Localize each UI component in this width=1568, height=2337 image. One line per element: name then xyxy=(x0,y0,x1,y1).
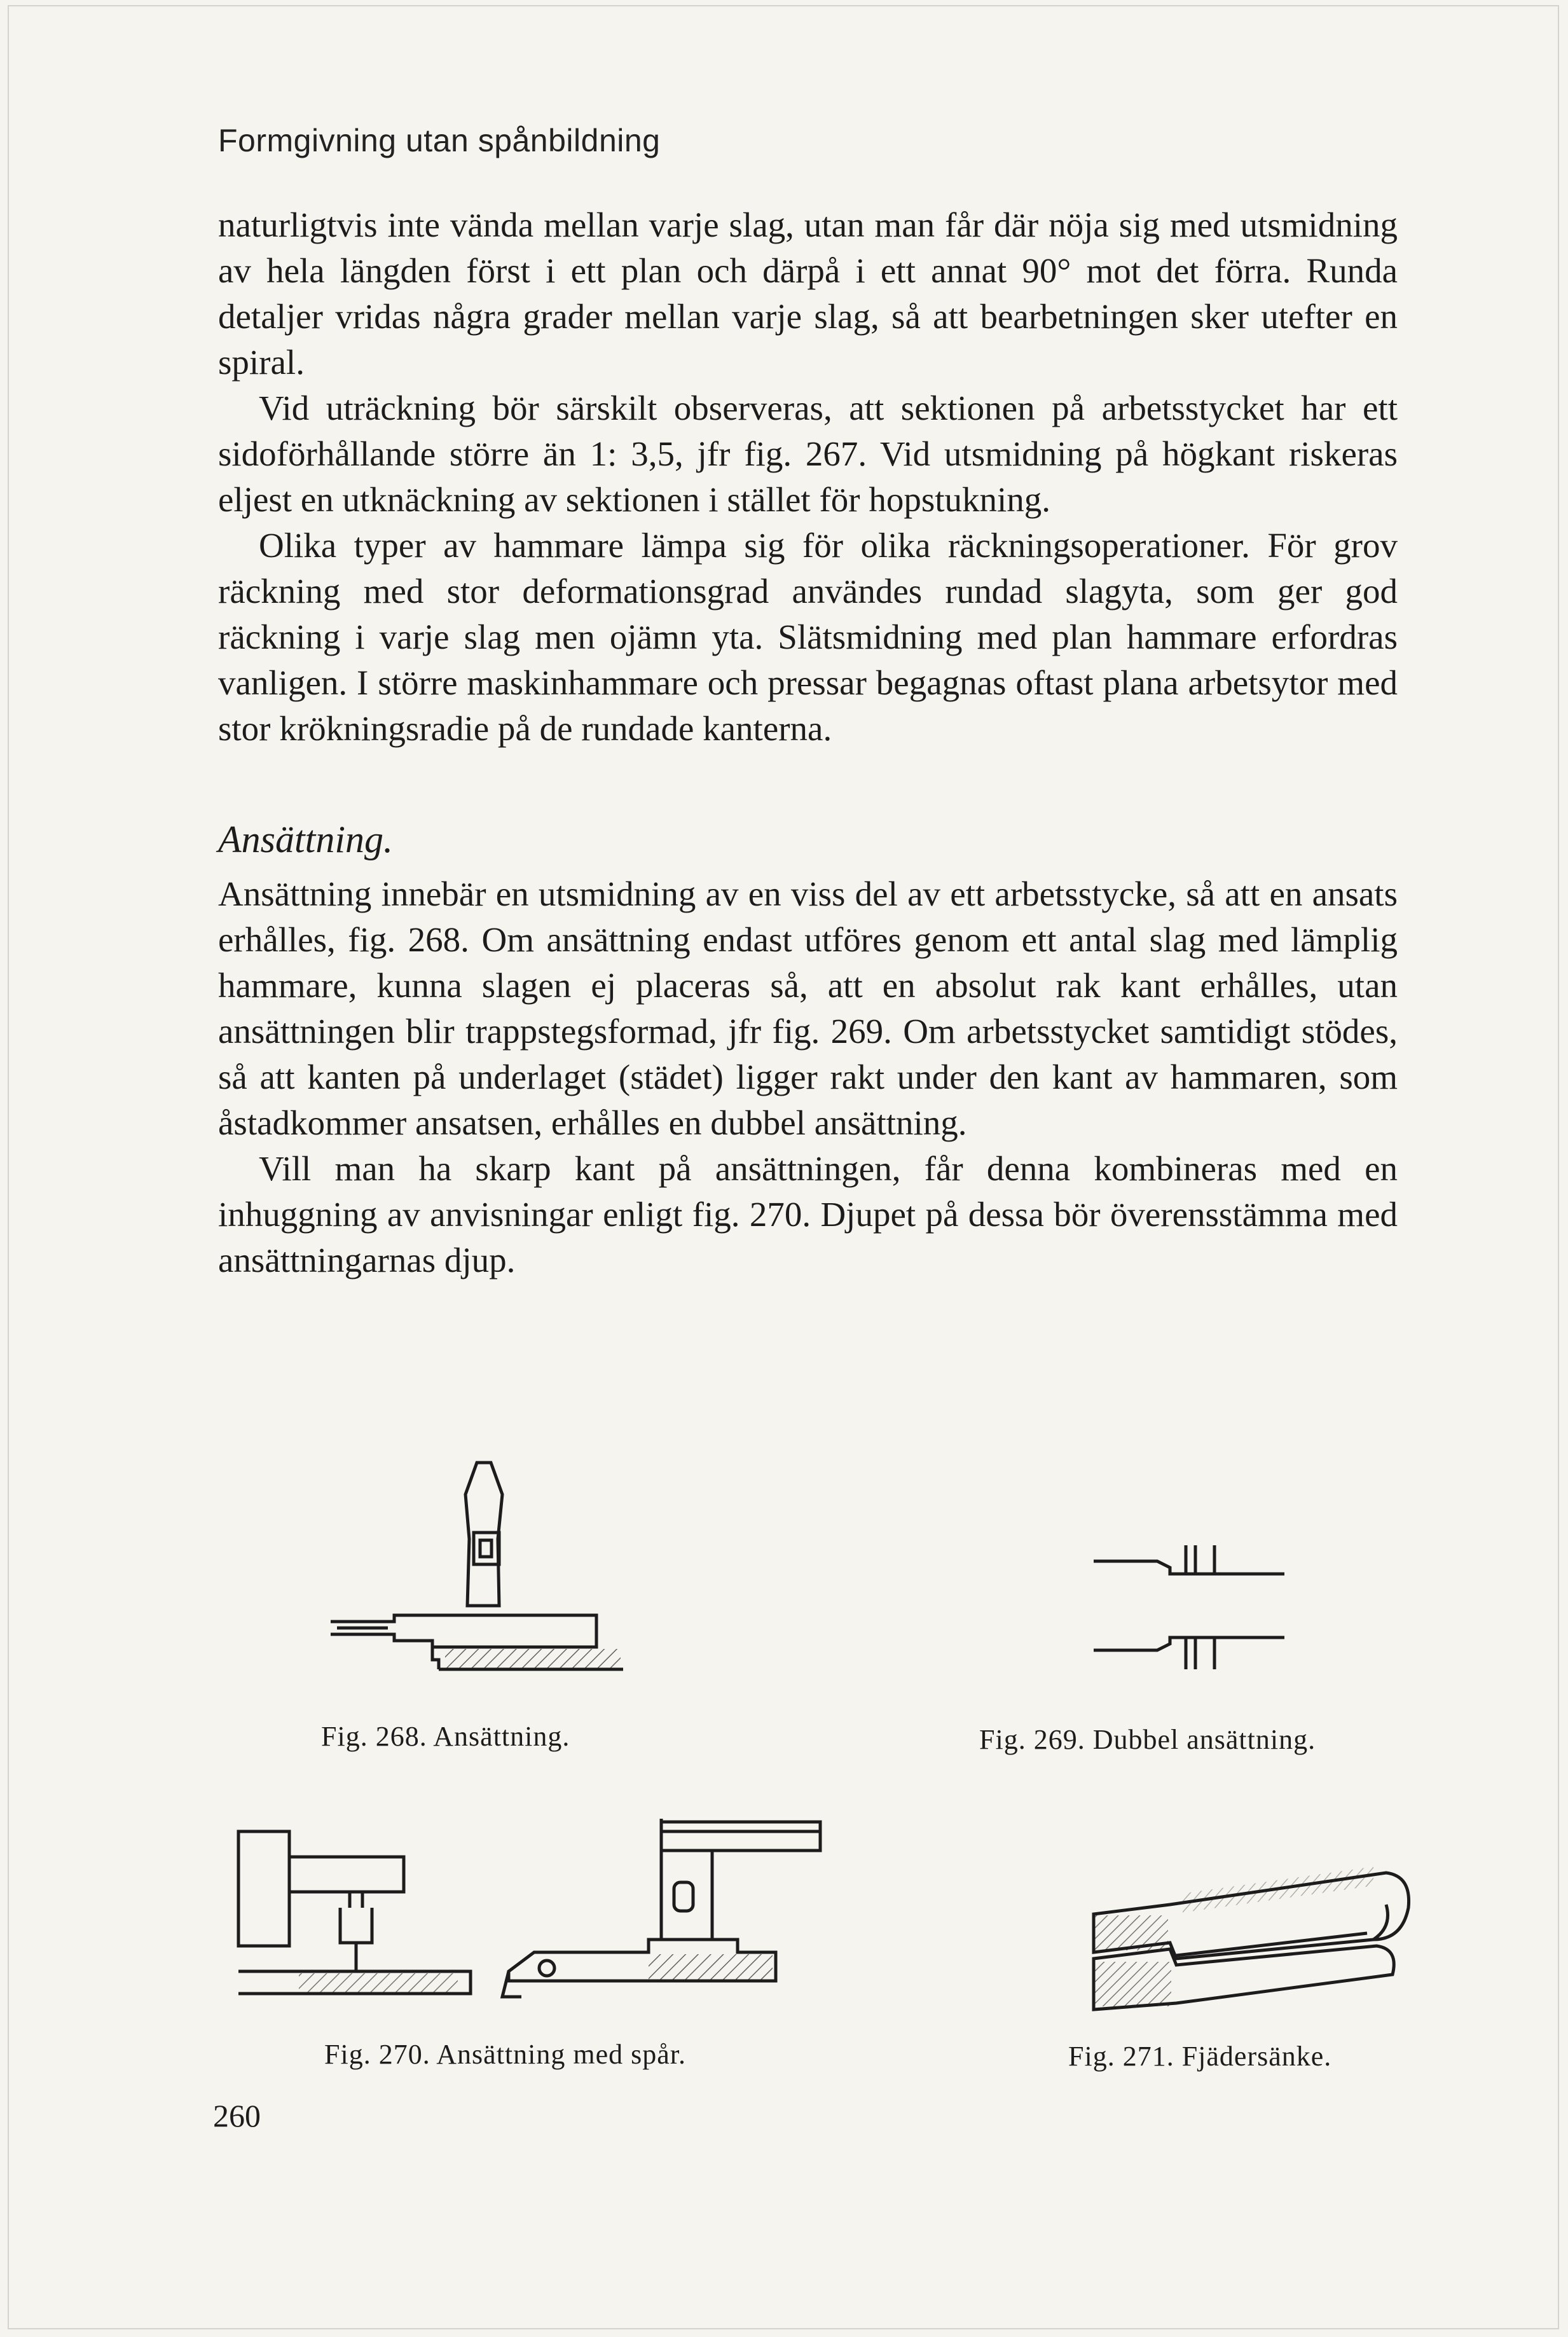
figure-271-drawing xyxy=(1081,1844,1412,2022)
figure-268-caption: Fig. 268. Ansättning. xyxy=(321,1721,570,1752)
body-text xyxy=(218,202,1398,1283)
figure-271-caption: Fig. 271. Fjädersänke. xyxy=(1068,2041,1332,2072)
figure-270-drawing xyxy=(229,1806,865,2035)
figure-268-drawing xyxy=(318,1456,649,1685)
paragraph: naturligtvis inte vända mellan varje slag, utan man får där nöja sig med utsmidning av hela längden först i ett plan och därpå i ett annat 90° mot det förra. Runda detaljer vridas några grader mellan varje slag, så att bearbetningen sker utefter en spiral. xyxy=(218,205,1398,382)
figure-270-caption: Fig. 270. Ansättning med spår. xyxy=(324,2039,686,2070)
section-heading: Ansättning. xyxy=(218,818,394,860)
figure-269-drawing xyxy=(1081,1526,1297,1679)
paragraph: Vid uträckning bör särskilt observeras, att sektionen på arbetsstycket har ett sidoförhållande större än 1: 3,5, jfr fig. 267. Vid utsmidning på högkant riskeras eljest en utknäckning av sektionen i stället för hopstukning. xyxy=(218,389,1398,519)
figure-269-caption: Fig. 269. Dubbel ansättning. xyxy=(979,1724,1316,1755)
page-number: 260 xyxy=(213,2098,261,2134)
paragraph: Ansättning innebär en utsmidning av en viss del av ett arbetsstycke, så att en ansats erhålles, fig. 268. Om ansättning endast utföres genom ett antal slag med lämplig hammare, kunna slagen ej placeras så, att en absolut rak kant erhålles, utan ansättningen blir trappstegsformad, jfr fig. 269. Om arbetsstycket samtidigt stödes, så att kanten på underlaget (städet) ligger rakt under den kant av hammaren, som åstadkommer ansatsen, erhålles en dubbel ansättning. xyxy=(218,874,1398,1142)
paragraph: Vill man ha skarp kant på ansättningen, får denna kombineras med en inhuggning av anvisningar enligt fig. 270. Djupet på dessa bör överensstämma med ansättningarnas djup. xyxy=(218,1149,1398,1279)
paragraph: Olika typer av hammare lämpa sig för olika räckningsoperationer. För grov räckning med stor deformationsgrad användes rundad slagyta, som ger god räckning i varje slag men ojämn yta. Slätsmidning med plan hammare erfordras vanligen. I större maskinhammare och pressar begagnas oftast plana arbetsytor med stor krökningsradie på de rundade kanterna. xyxy=(218,526,1398,748)
running-head: Formgivning utan spånbildning xyxy=(218,123,661,158)
